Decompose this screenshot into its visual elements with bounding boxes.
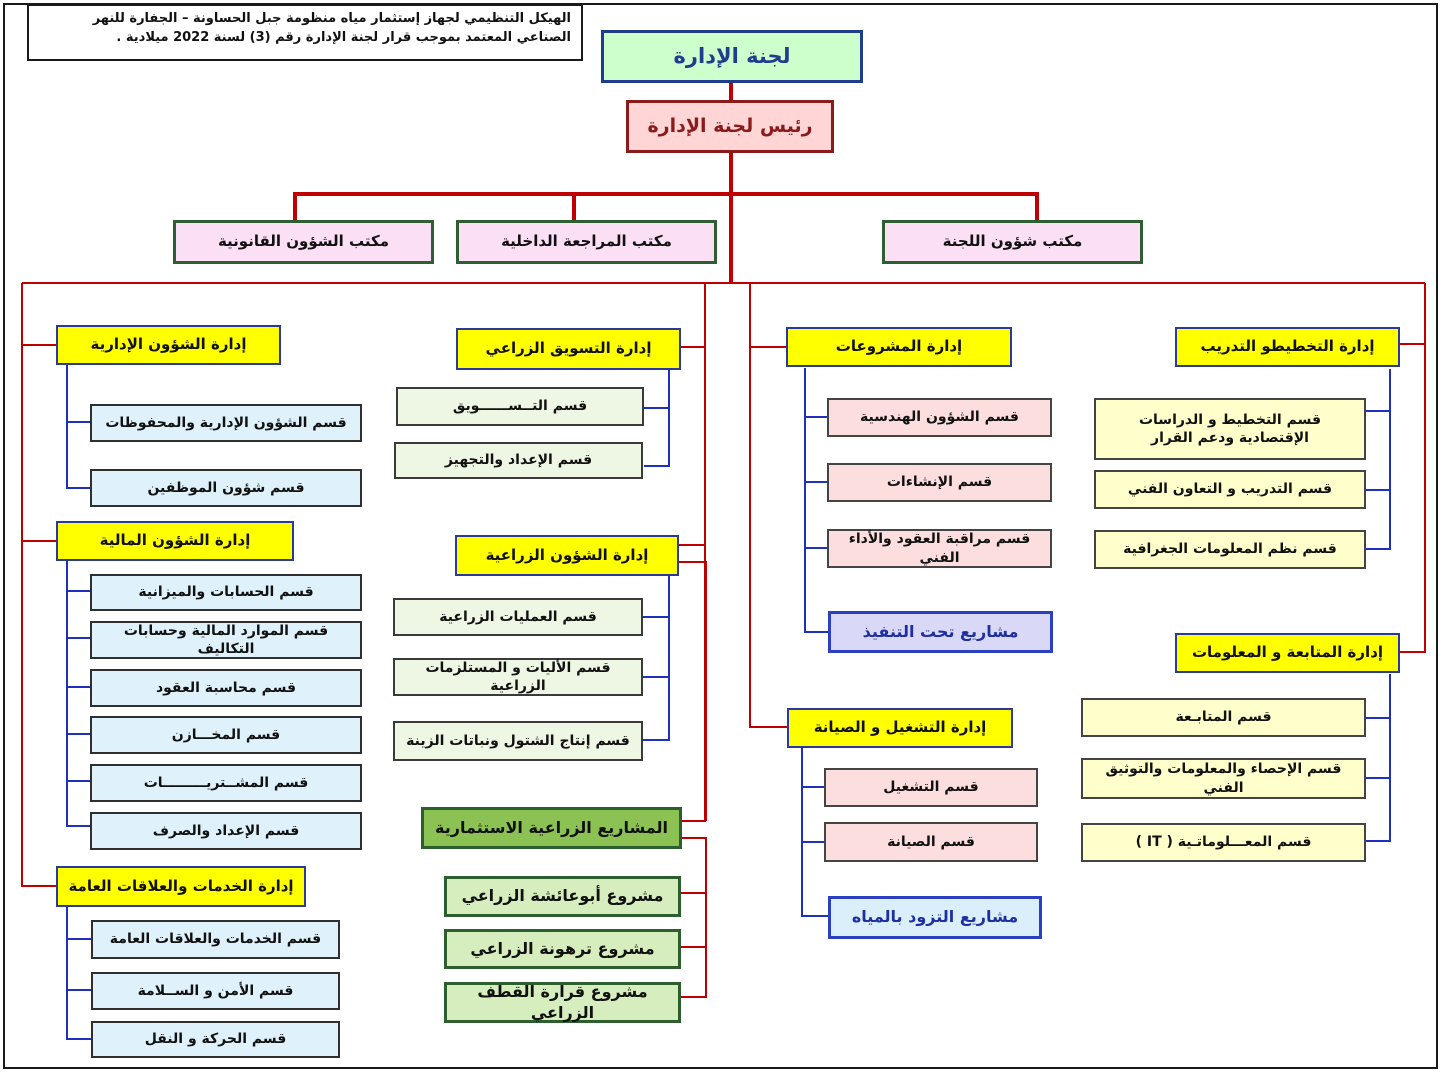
sec-seedlings: قسم إنتاج الشتول ونباتات الزينة [393, 721, 643, 761]
sec-financial-resources: قسم الموارد المالية وحسابات التكاليف [90, 621, 362, 659]
sec-maintenance: قسم الصيانة [824, 822, 1038, 862]
sec-security: قسم الأمن و الســلامة [91, 972, 340, 1010]
sec-agri-operations: قسم العمليات الزراعية [393, 598, 643, 636]
dept-admin: إدارة الشؤون الإدارية [56, 325, 281, 365]
dept-operations: إدارة التشغيل و الصيانة [787, 708, 1013, 748]
office-legal: مكتب الشؤون القانونية [173, 220, 434, 264]
sec-planning-studies: قسم التخطيط و الدراسات الإقتصادية ودعم القرار [1094, 398, 1366, 460]
dept-agri: إدارة الشؤون الزراعية [455, 535, 679, 576]
sec-preparation: قسم الإعداد والتجهيز [394, 442, 643, 479]
dept-projects: إدارة المشروعات [786, 327, 1012, 367]
sec-it: قسم المعـــلوماتـية ( IT ) [1081, 823, 1366, 862]
sec-machinery: قسم الأليات و المستلزمات الزراعية [393, 658, 643, 696]
dept-planning: إدارة التخطيطو التدريب [1175, 327, 1400, 367]
sec-training: قسم التدريب و التعاون الفني [1094, 470, 1366, 509]
sec-engineering: قسم الشؤون الهندسية [827, 398, 1052, 437]
sec-stores: قسم المخـــازن [90, 716, 362, 754]
invest-projects: المشاريع الزراعية الاستثمارية [421, 807, 682, 849]
sec-operation: قسم التشغيل [824, 768, 1038, 807]
sec-personnel: قسم شؤون الموظفين [90, 469, 362, 507]
sec-procurement: قسم المشــتريـــــــــات [90, 764, 362, 802]
sec-admin-archives: قسم الشؤون الإدارية والمحفوظات [90, 404, 362, 442]
dept-finance: إدارة الشؤون المالية [56, 521, 294, 561]
office-audit: مكتب المراجعة الداخلية [456, 220, 717, 264]
sec-construction: قسم الإنشاءات [827, 463, 1052, 502]
sec-marketing: قسم التــســــــويق [396, 387, 644, 426]
project-tarhuna: مشروع ترهونة الزراعي [444, 929, 681, 969]
sec-transport: قسم الحركة و النقل [91, 1021, 340, 1058]
sec-statistics: قسم الإحصاء والمعلومات والتوثيق الفني [1081, 758, 1366, 799]
dept-followup: إدارة المتابعة و المعلومات [1175, 633, 1400, 673]
dept-marketing: إدارة التسويق الزراعي [456, 328, 681, 370]
sec-contracts-monitoring: قسم مراقبة العقود والأداء الفني [827, 529, 1052, 568]
board-box: لجنة الإدارة [601, 30, 863, 83]
dept-services: إدارة الخدمات والعلاقات العامة [56, 866, 306, 907]
office-committee: مكتب شؤون اللجنة [882, 220, 1143, 264]
sec-accounts: قسم الحسابات والميزانية [90, 574, 362, 611]
chairman-box: رئيس لجنة الإدارة [626, 100, 834, 153]
sec-followup: قسم المتابـعة [1081, 698, 1366, 737]
project-qarara: مشروع قرارة القطف الزراعي [444, 982, 681, 1023]
chart-title-note: الهيكل التنظيمي لجهاز إستثمار مياه منظومة جبل الحساونة – الجفارة للنهر الصناعي المعتمد بموجب قرار لجنة الإدارة رقم (3) لسنة 2022 ميلادية . [27, 4, 583, 61]
sec-disbursement: قسم الإعداد والصرف [90, 812, 362, 850]
projects-water-supply: مشاريع التزود بالمياه [828, 896, 1042, 939]
sec-contract-accounting: قسم محاسبة العقود [90, 669, 362, 707]
project-abu-aisha: مشروع أبوعائشة الزراعي [444, 876, 681, 917]
sec-public-relations: قسم الخدمات والعلاقات العامة [91, 920, 340, 959]
sec-gis: قسم نظم المعلومات الجغرافية [1094, 530, 1366, 569]
projects-ongoing: مشاريع تحت التنفيذ [828, 611, 1053, 653]
